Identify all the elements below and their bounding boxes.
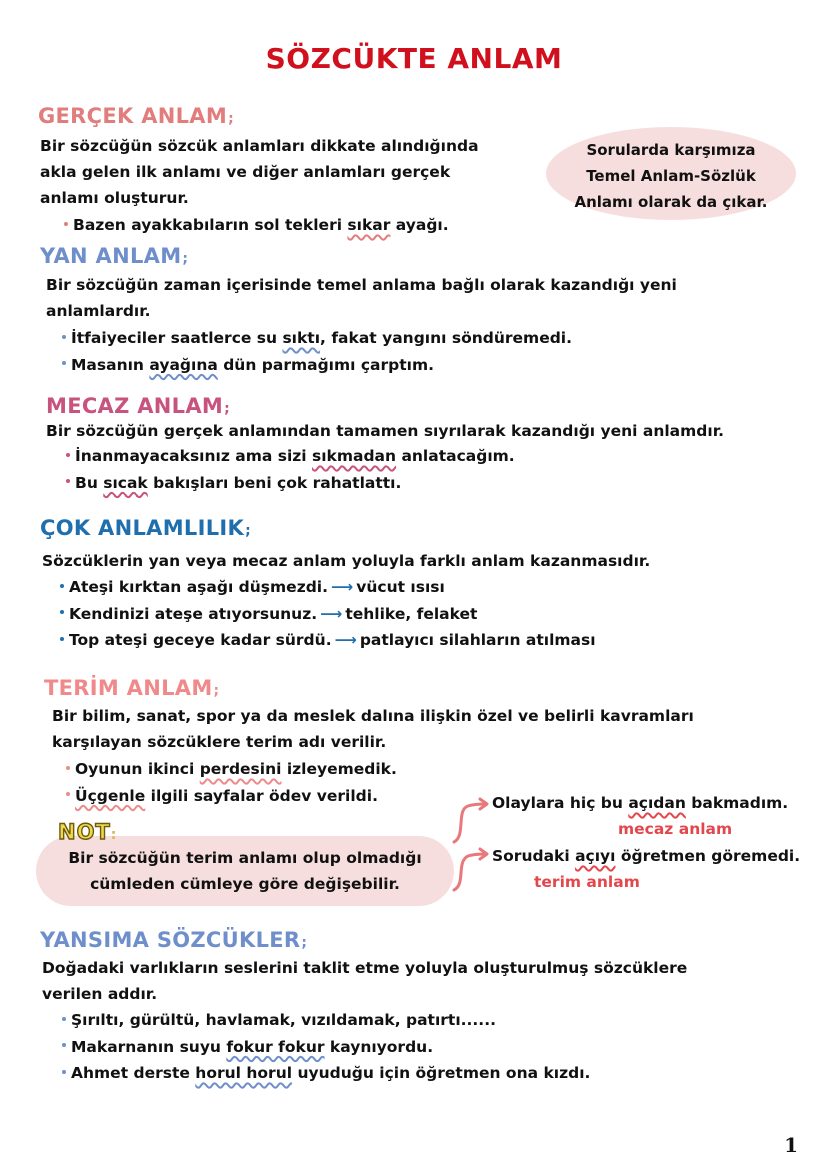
bullet-icon <box>60 637 64 641</box>
definition-line: verilen addır. <box>42 985 158 1003</box>
examples-yansima <box>62 1007 590 1087</box>
example-sentence: Ateşi kırktan aşağı düşmezdi. <box>69 578 329 596</box>
bubble-line: Sorularda karşımıza <box>586 141 756 159</box>
heading-yansima-sozcukler <box>40 928 307 952</box>
curly-arrow-icon <box>446 790 496 896</box>
definition-line: anlamı oluşturur. <box>40 189 189 207</box>
heading-colon: ; <box>224 401 231 417</box>
arrow-right-icon: ⟶ <box>320 604 343 623</box>
underlined-word: sıkmadan <box>312 447 397 465</box>
bubble-line: Anlamı olarak da çıkar. <box>574 193 768 211</box>
list-item <box>62 352 572 379</box>
definition-gercek-anlam <box>40 133 479 211</box>
side-label-terim: terim anlam <box>534 873 640 891</box>
definition-yan-anlam <box>46 272 677 324</box>
definition-terim-anlam <box>52 703 694 755</box>
list-item <box>60 574 596 601</box>
list-item <box>60 601 596 628</box>
heading-gercek-anlam <box>38 104 234 128</box>
heading-text: YAN ANLAM <box>40 244 182 268</box>
example-text: ayağı. <box>390 216 449 234</box>
underlined-word: fokur fokur <box>226 1037 325 1056</box>
examples-gercek-anlam <box>64 212 449 239</box>
list-item <box>62 1060 590 1087</box>
bullet-icon <box>60 610 64 614</box>
underlined-word: Üçgenle <box>75 786 146 805</box>
note-label <box>58 820 117 844</box>
bullet-icon <box>66 479 70 483</box>
underlined-word: sıkar <box>347 216 391 234</box>
bullet-icon <box>62 361 66 365</box>
definition-line: Doğadaki varlıkların seslerini taklit etme yoluyla oluşturulmuş sözcüklere <box>42 959 688 977</box>
example-text: Olaylara hiç bu <box>492 794 629 812</box>
heading-colon: ; <box>213 683 220 699</box>
example-text: kaynıyordu. <box>324 1037 434 1056</box>
example-text: Oyunun ikinci <box>75 760 200 778</box>
definition-line: karşılayan sözcüklere terim adı verilir. <box>52 733 387 751</box>
info-bubble-text <box>546 137 796 215</box>
example-text: Masanın <box>71 355 150 374</box>
example-sentence: Top ateşi geceye kadar sürdü. <box>69 631 332 649</box>
heading-colon: ; <box>228 111 234 127</box>
example-text: Bazen ayakkabıların sol tekleri <box>73 216 348 234</box>
definition-yansima <box>42 955 687 1007</box>
example-text: bakışları beni çok rahatlattı. <box>147 473 402 492</box>
bullet-icon <box>62 1070 66 1074</box>
page-number: 1 <box>784 1133 798 1157</box>
heading-text: ÇOK ANLAMLILIK <box>40 516 245 540</box>
underlined-word: horul horul <box>195 1064 293 1082</box>
examples-cok-anlamlilik <box>60 574 596 654</box>
list-item <box>62 325 572 352</box>
definition-line: Bir bilim, sanat, spor ya da meslek dalına ilişkin özel ve belirli kavramları <box>52 707 694 725</box>
examples-yan-anlam <box>62 325 572 378</box>
example-text: Ahmet derste <box>71 1064 196 1082</box>
list-item <box>62 1034 590 1061</box>
note-label-text: NOT <box>58 820 111 844</box>
underlined-word: sıcak <box>103 473 148 492</box>
examples-terim-anlam <box>66 756 397 809</box>
example-sentence: Kendinizi ateşe atıyorsunuz. <box>69 604 318 623</box>
definition-line: Sözcüklerin yan veya mecaz anlam yoluyla farklı anlam kazanmasıdır. <box>42 552 651 570</box>
list-item <box>62 1007 590 1034</box>
list-item <box>60 627 596 654</box>
note-colon: : <box>110 827 118 843</box>
page-title: SÖZCÜKTE ANLAM <box>265 42 563 75</box>
underlined-word: ayağına <box>149 355 218 374</box>
list-item <box>66 783 397 810</box>
heading-text: MECAZ ANLAM <box>46 394 224 418</box>
side-example <box>492 794 788 812</box>
example-text: Sorudaki <box>492 847 576 865</box>
heading-colon: ; <box>182 251 189 267</box>
definition-line: Bir sözcüğün zaman içerisinde temel anlama bağlı olarak kazandığı yeni <box>46 276 677 294</box>
bullet-icon <box>66 766 70 770</box>
heading-yan-anlam <box>40 244 188 268</box>
heading-text: TERİM ANLAM <box>44 676 213 700</box>
heading-terim-anlam <box>44 676 219 700</box>
arrow-right-icon: ⟶ <box>331 578 354 596</box>
example-text: Bu <box>75 473 104 492</box>
heading-cok-anlamlilik <box>40 516 251 540</box>
list-item <box>66 443 515 470</box>
definition-line: anlamlardır. <box>46 302 151 320</box>
side-label-mecaz: mecaz anlam <box>618 820 733 838</box>
arrow-right-icon: ⟶ <box>334 631 357 649</box>
definition-line: Bir sözcüğün gerçek anlamından tamamen sıyrılarak kazandığı yeni anlamdır. <box>46 422 725 440</box>
definition-line: akla gelen ilk anlamı ve diğer anlamları gerçek <box>40 163 451 181</box>
bullet-icon <box>60 584 64 588</box>
definition-line: Bir sözcüğün sözcük anlamları dikkate alındığında <box>40 137 479 155</box>
note-line: cümleden cümleye göre değişebilir. <box>90 875 400 893</box>
example-meaning: patlayıcı silahların atılması <box>359 631 596 649</box>
bullet-icon <box>66 453 70 457</box>
list-item <box>66 756 397 783</box>
example-text: izleyemedik. <box>281 760 397 778</box>
example-meaning: tehlike, felaket <box>345 604 478 623</box>
example-text: İtfaiyeciler saatlerce su <box>71 329 283 347</box>
underlined-word: açıyı <box>575 847 616 865</box>
example-text: , fakat yangını söndüremedi. <box>320 329 572 347</box>
heading-text: YANSIMA SÖZCÜKLER <box>40 928 301 952</box>
example-text: İnanmayacaksınız ama sizi <box>75 447 312 465</box>
note-line: Bir sözcüğün terim anlamı olup olmadığı <box>68 849 422 867</box>
list-item <box>66 470 515 497</box>
heading-text: GERÇEK ANLAM <box>38 104 228 128</box>
example-text: Makarnanın suyu <box>71 1037 227 1056</box>
side-example <box>492 847 800 865</box>
bullet-icon <box>66 792 70 796</box>
bullet-icon <box>64 222 68 226</box>
examples-mecaz-anlam <box>66 443 515 496</box>
bullet-icon <box>62 1017 66 1021</box>
bullet-icon <box>62 335 66 339</box>
list-item <box>64 212 449 239</box>
bullet-icon <box>62 1043 66 1047</box>
example-text: öğretmen göremedi. <box>615 847 801 865</box>
underlined-word: açıdan <box>628 794 686 812</box>
example-text: dün parmağımı çarptım. <box>217 355 434 374</box>
definition-mecaz-anlam <box>46 418 724 444</box>
bubble-line: Temel Anlam-Sözlük <box>586 167 756 185</box>
underlined-word: sıktı <box>282 329 321 347</box>
example-meaning: vücut ısısı <box>356 578 445 596</box>
definition-cok-anlamlilik <box>42 548 650 574</box>
example-text: Şırıltı, gürültü, havlamak, vızıldamak, patırtı...... <box>71 1011 496 1029</box>
example-text: uyuduğu için öğretmen ona kızdı. <box>292 1064 591 1082</box>
underlined-word: perdesini <box>199 760 282 778</box>
example-text: bakmadım. <box>685 794 789 812</box>
note-text <box>36 845 454 897</box>
heading-colon: ; <box>245 523 251 539</box>
example-text: anlatacağım. <box>396 447 515 465</box>
heading-mecaz-anlam <box>46 394 230 418</box>
heading-colon: ; <box>301 935 308 951</box>
example-text: ilgili sayfalar ödev verildi. <box>145 786 378 805</box>
